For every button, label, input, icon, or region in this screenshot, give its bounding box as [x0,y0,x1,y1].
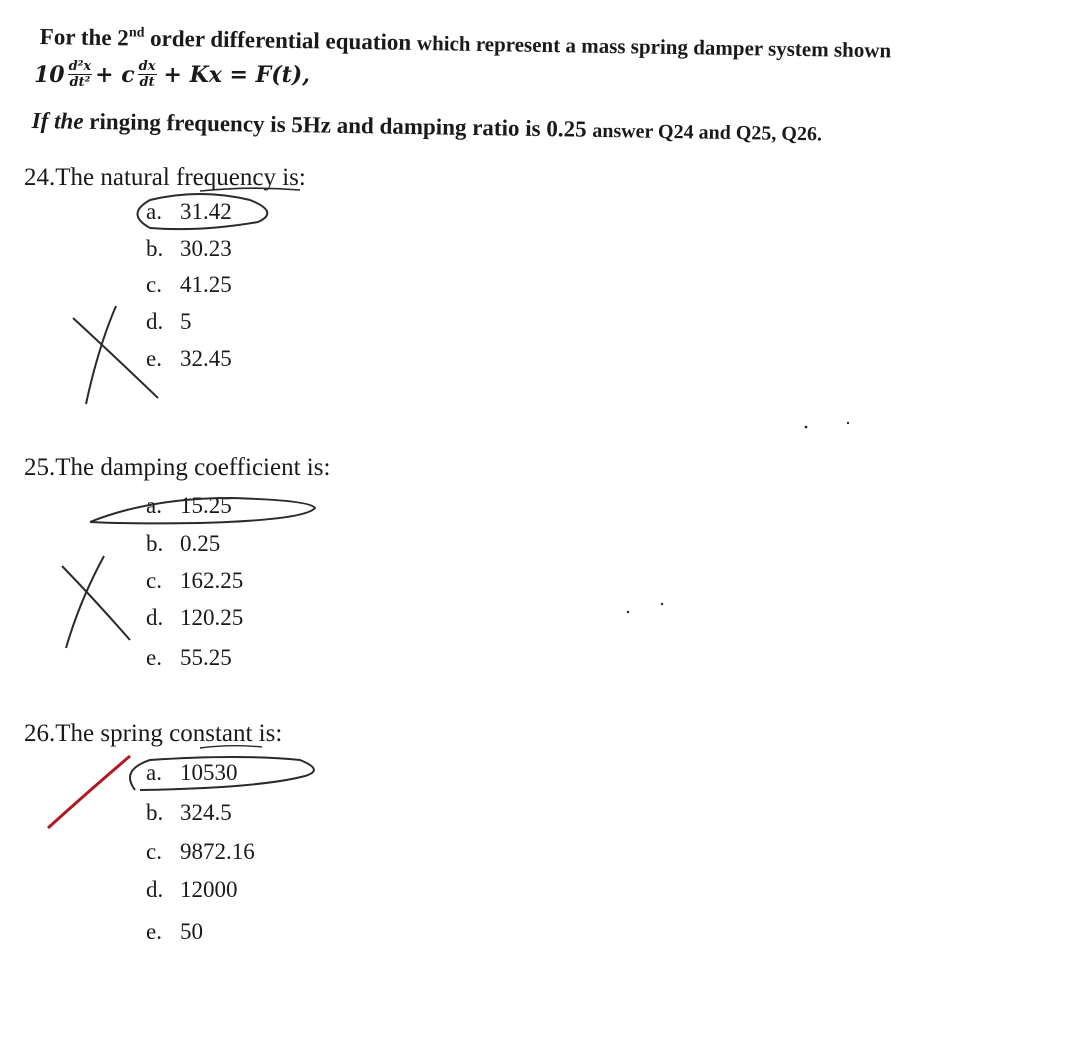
differential-equation [34,60,310,89]
option-value: 9872.16 [180,839,255,864]
option-letter: c. [146,568,162,593]
intro-superscript: nd [128,25,145,41]
option-value: 31.42 [180,199,232,224]
q24-option-a[interactable] [146,199,232,225]
option-letter: a. [146,199,162,224]
option-value: 10530 [180,760,238,785]
option-value: 324.5 [180,800,232,825]
option-value: 12000 [180,877,238,902]
option-value: 32.45 [180,346,232,371]
fraction-numerator: dx [138,59,156,74]
q25-option-e[interactable] [146,645,232,671]
intro-text-middle: order differential equation [144,25,418,55]
option-letter: b. [146,531,164,556]
option-value: 41.25 [180,272,232,297]
intro-text-tail: which represent a mass spring damper system shown [416,30,892,63]
option-letter: b. [146,236,164,261]
option-letter: b. [146,800,164,825]
intro-instructions: answer Q24 and Q25, Q26. [592,119,823,146]
q25-option-b[interactable] [146,531,220,557]
second-derivative-fraction [68,60,93,89]
q25-cross-icon [62,566,130,640]
q25-option-a[interactable] [146,493,232,519]
option-letter: c. [146,272,162,297]
option-letter: a. [146,493,162,518]
q24-cross-icon-stroke [86,306,116,404]
intro-text-start: For the 2 [39,24,130,51]
option-letter: a. [146,760,162,785]
q26-option-d[interactable] [146,877,238,903]
option-letter: d. [146,605,164,630]
option-value: 5 [180,309,192,334]
option-letter: d. [146,877,164,902]
q24-option-c[interactable] [146,272,232,298]
q24-option-d[interactable] [146,309,192,335]
equation-coefficient: 10 [34,61,65,88]
q26-check-icon [48,756,130,828]
option-letter: d. [146,309,164,334]
q25-cross-icon-stroke [66,556,104,648]
option-value: 55.25 [180,645,232,670]
option-value: 15.25 [180,493,232,518]
q26-option-a[interactable] [146,760,238,786]
option-value: 120.25 [180,605,244,630]
q24-option-b[interactable] [146,236,232,262]
intro-if: If the [31,108,84,134]
question-25-title: 25.The damping coefficient is: [24,454,331,481]
fraction-numerator: d²x [68,59,92,74]
option-value: 30.23 [180,236,232,261]
equation-rest: + Kx = F(t), [163,61,310,88]
paper-speck [805,426,808,429]
q24-option-e[interactable] [146,346,232,372]
option-letter: e. [146,645,162,670]
q26-option-c[interactable] [146,839,255,865]
equation-damping-term: + c [95,61,135,88]
option-value: 50 [180,919,203,944]
fraction-denominator: dt [139,75,155,90]
question-24-title: 24.The natural frequency is: [24,164,306,191]
first-derivative-fraction [138,60,157,89]
option-letter: c. [146,839,162,864]
q26-option-b[interactable] [146,800,232,826]
intro-conditions: ringing frequency is 5Hz and damping ratio is 0.25 [83,108,593,142]
q26-option-e[interactable] [146,919,203,945]
option-letter: e. [146,919,162,944]
fraction-denominator: dt² [69,75,91,90]
paper-speck [847,422,849,424]
q25-option-c[interactable] [146,568,243,594]
option-value: 0.25 [180,531,221,556]
intro-line-2 [32,108,1072,150]
paper-speck [661,603,663,605]
question-26-title: 26.The spring constant is: [24,720,283,747]
option-letter: e. [146,346,162,371]
paper-speck [627,611,629,613]
q25-option-d[interactable] [146,605,243,631]
option-value: 162.25 [180,568,244,593]
